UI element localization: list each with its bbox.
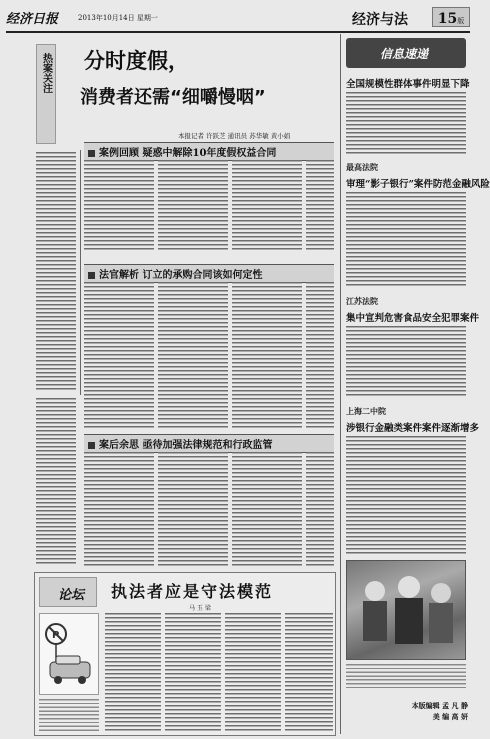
- forum-column-4: [285, 613, 333, 733]
- section-3-column-2: [158, 452, 228, 566]
- section-3-column-4: [306, 452, 334, 566]
- section-1-column-3: [232, 160, 302, 250]
- page-number-digits: 15: [437, 11, 458, 27]
- kicker-text: 热案关注: [40, 53, 52, 93]
- byline: 本报记者 许跃芝 通讯员 苏华敏 黄小娟: [178, 132, 291, 140]
- section-3-column-3: [232, 452, 302, 566]
- bullet-square-icon: [88, 442, 95, 449]
- forum-column-2: [165, 613, 221, 733]
- sidebar-item-1-title: 全国规模性群体事件明显下降: [346, 79, 470, 90]
- column-divider: [80, 150, 81, 395]
- section-1-column-1: [84, 160, 154, 250]
- page-divider: [340, 34, 341, 734]
- issue-date: 2013年10月14日 星期一: [78, 14, 158, 22]
- bullet-square-icon: [88, 150, 95, 157]
- forum-headline: 执法者应是守法模范: [111, 582, 274, 601]
- sidebar-item-4-court: 上海二中院: [346, 406, 386, 416]
- news-photo: [346, 560, 466, 660]
- sidebar-item-1-body: [346, 92, 466, 156]
- section-heading-3-text: 案后余思 亟待加强法律规范和行政监管: [99, 440, 273, 451]
- forum-label: 论坛: [58, 588, 85, 603]
- sidebar-item-3-body: [346, 326, 466, 398]
- left-text-column-lower: [36, 398, 76, 566]
- forum-column-3: [225, 613, 281, 733]
- section-heading-1: [84, 142, 334, 161]
- masthead-rule: [6, 31, 470, 33]
- no-parking-car-icon: [40, 614, 98, 694]
- section-3-column-1: [84, 452, 154, 566]
- sidebar-item-2-title: 审理“影子银行”案件防范金融风险: [346, 179, 490, 190]
- sidebar-item-4-title: 涉银行金融类案件案件逐渐增多: [346, 423, 480, 434]
- sidebar-item-4-body: [346, 436, 466, 554]
- section-heading-2-text: 法官解析 订立的承购合同该如何定性: [99, 270, 263, 281]
- editor-credit: 本版编辑 孟 凡 静: [411, 701, 468, 710]
- page-credits: [380, 700, 468, 722]
- section-2-column-1: [84, 282, 154, 430]
- sidebar-item-2-court: 最高法院: [346, 162, 378, 172]
- section-2-column-3: [232, 282, 302, 430]
- section-title: 经济与法: [352, 12, 408, 28]
- forum-column-1: [105, 613, 161, 733]
- bullet-square-icon: [88, 272, 95, 279]
- section-heading-2: [84, 264, 334, 283]
- headline: [80, 45, 284, 109]
- headline-line-1: 分时度假，: [84, 49, 189, 73]
- designer-credit: 美 编 高 妍: [432, 712, 468, 721]
- section-heading-3: [84, 434, 334, 453]
- sidebar-text-column: [36, 152, 76, 392]
- sidebar-item-3-title: 集中宣判危害食品安全犯罪案件: [346, 313, 480, 324]
- section-2-column-4: [306, 282, 334, 430]
- section-1-column-4: [306, 160, 334, 250]
- section-1-column-2: [158, 160, 228, 250]
- sidebar-banner-text: 信息速递: [380, 47, 429, 61]
- forum-box: [34, 572, 336, 736]
- headline-line-2: 消费者还需“细嚼慢咽”: [80, 87, 266, 108]
- sidebar-banner: [346, 38, 466, 68]
- forum-author: 马 玉 梁: [189, 605, 211, 612]
- page-number: [432, 7, 470, 27]
- sidebar-item-3-court: 江苏法院: [346, 296, 378, 306]
- section-heading-1-text: 案例回顾 疑惑中解除10年度假权益合同: [99, 148, 277, 159]
- forum-label-box: [39, 577, 97, 607]
- section-2-column-2: [158, 282, 228, 430]
- svg-text:P: P: [52, 630, 60, 641]
- people-photo-icon: [347, 561, 465, 659]
- newspaper-logo: 经济日报: [6, 12, 59, 27]
- masthead: [6, 6, 470, 30]
- photo-caption: [346, 664, 466, 690]
- page-suffix: 版: [457, 17, 465, 25]
- cartoon-caption: [39, 699, 99, 733]
- sidebar-item-2-body: [346, 192, 466, 288]
- cartoon-illustration: [39, 613, 99, 695]
- kicker-box: [36, 44, 56, 144]
